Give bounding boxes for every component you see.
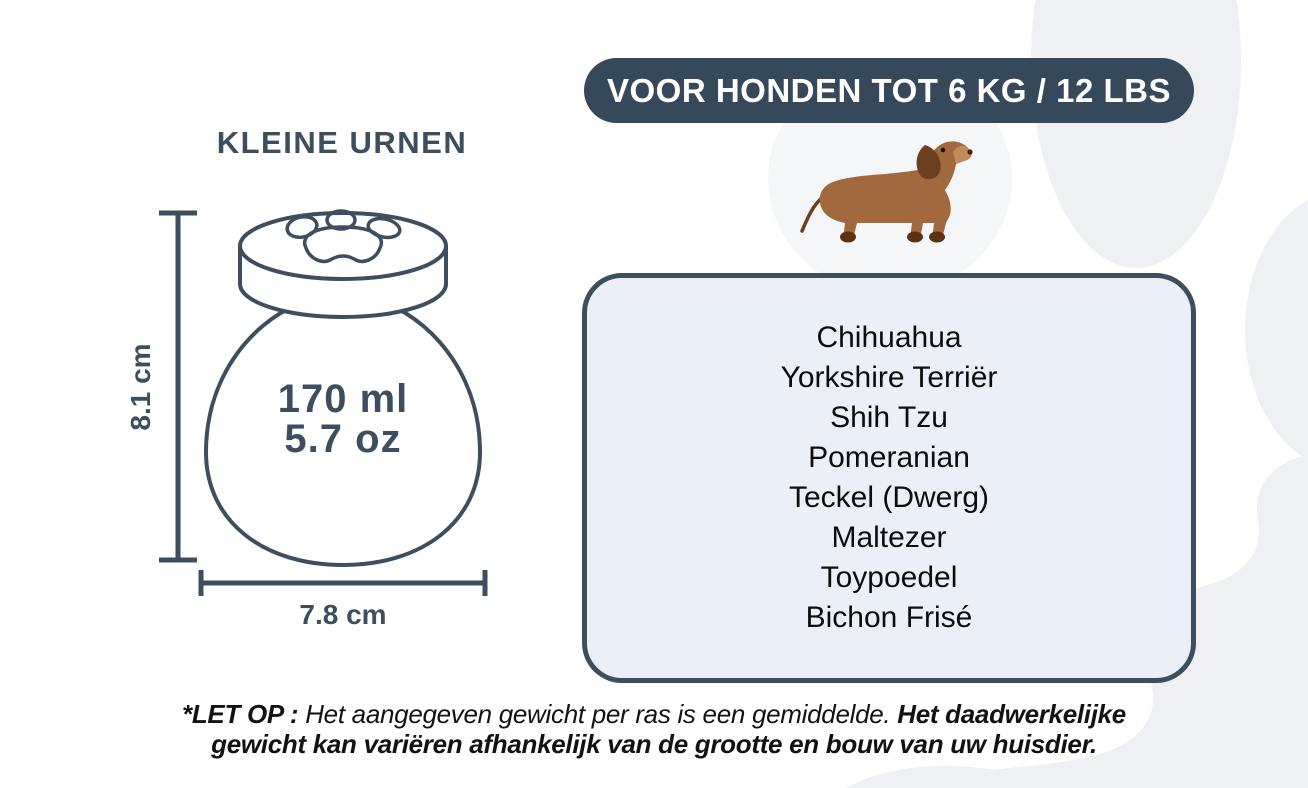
footer-note-prefix: *LET OP :	[182, 699, 299, 729]
weight-badge	[584, 58, 1194, 123]
breed-item: Bichon Frisé	[805, 601, 973, 634]
watermark-toe-right	[1245, 190, 1308, 470]
urn-diagram	[110, 190, 530, 650]
breed-item: Pomeranian	[808, 441, 970, 474]
dog-muzzle	[953, 146, 972, 164]
breed-item: Toypoedel	[820, 561, 958, 594]
footer-note-regular: Het aangegeven gewicht per ras is een gemiddelde.	[298, 699, 898, 729]
footer-note-line2: gewicht kan variëren afhankelijk van de grootte en bouw van uw huisdier.	[211, 729, 1097, 759]
breed-list-panel	[582, 273, 1196, 683]
urn-height-label: 8.1 cm	[125, 343, 156, 431]
breed-item: Yorkshire Terriër	[780, 361, 998, 394]
dog-body	[820, 141, 972, 239]
dog-nose	[967, 149, 972, 154]
breed-item: Maltezer	[831, 521, 947, 554]
urn-lid-top	[240, 213, 446, 279]
footer-note-bold-start: Het daadwerkelijke	[897, 699, 1126, 729]
urn-volume-ml: 170 ml	[277, 377, 409, 421]
dog-eye	[941, 148, 946, 153]
page-title: KLEINE URNEN	[216, 125, 468, 160]
breed-item: Shih Tzu	[830, 401, 948, 434]
breed-item: Teckel (Dwerg)	[788, 481, 990, 514]
dog-paws	[840, 232, 945, 243]
breed-item: Chihuahua	[816, 321, 962, 354]
dachshund-illustration-icon	[793, 132, 983, 250]
urn-volume-oz: 5.7 oz	[284, 417, 402, 461]
watermark-toe-top	[1031, 0, 1241, 268]
footer-note-line1	[164, 699, 1144, 729]
weight-badge-label: VOOR HONDEN TOT 6 KG / 12 LBS	[607, 71, 1171, 109]
urn-width-label: 7.8 cm	[299, 599, 387, 630]
footer-note	[164, 699, 1144, 759]
